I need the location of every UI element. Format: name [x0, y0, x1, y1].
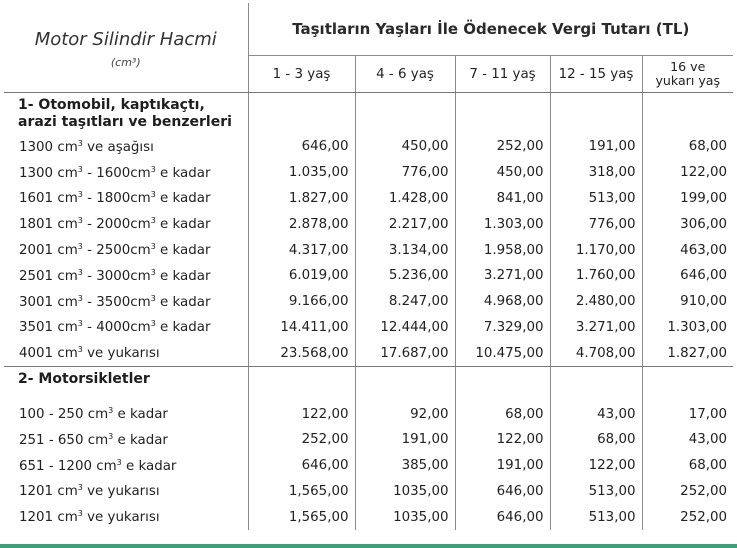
- empty-cell: [355, 367, 455, 402]
- tax-value-cell: 1.760,00: [550, 263, 642, 289]
- empty-cell: [355, 93, 455, 135]
- tax-value-cell: 1.303,00: [642, 315, 733, 341]
- tax-value-cell: 910,00: [642, 289, 733, 315]
- tax-value-cell: 68,00: [455, 401, 550, 427]
- engine-volume-label: 251 - 650 $cm^3$ e kadar: [19, 431, 168, 448]
- section-title-line1: 2- Motorsikletler: [18, 371, 150, 388]
- tax-value-cell: 7.329,00: [455, 315, 550, 341]
- tax-value-cell: 68,00: [642, 453, 733, 479]
- empty-cell: [248, 93, 355, 135]
- tax-value-cell: 68,00: [550, 427, 642, 453]
- table-row: [4, 504, 733, 530]
- tax-value-cell: 43,00: [550, 401, 642, 427]
- tax-value-cell: 1.827,00: [248, 186, 355, 212]
- col-header-12-15: 12 - 15 yaş: [550, 56, 642, 93]
- tax-value-cell: 450,00: [455, 160, 550, 186]
- tax-value-cell: 252,00: [248, 427, 355, 453]
- tax-value-cell: 191,00: [355, 427, 455, 453]
- tax-value-cell: 252,00: [642, 479, 733, 505]
- tax-value-cell: 9.166,00: [248, 289, 355, 315]
- tax-value-cell: 1.170,00: [550, 237, 642, 263]
- tax-value-cell: 4.708,00: [550, 340, 642, 366]
- col-header-4-6: 4 - 6 yaş: [355, 56, 455, 93]
- section-title: [4, 93, 248, 135]
- tax-value-cell: 4.317,00: [248, 237, 355, 263]
- tax-value-cell: 1.958,00: [455, 237, 550, 263]
- engine-volume-label: 651 - 1200 $cm^3$ e kadar: [19, 457, 177, 474]
- section-title-line1: 1- Otomobil, kaptıkaçtı,: [18, 97, 205, 113]
- table-row: [4, 315, 733, 341]
- tax-value-cell: 513,00: [550, 504, 642, 530]
- section-title-row: [4, 367, 733, 402]
- engine-volume-label: 2001 $cm^3 - 2500cm^3$ e kadar: [19, 242, 211, 259]
- col-header-7-11: 7 - 11 yaş: [455, 56, 550, 93]
- tax-value-cell: 1.303,00: [455, 211, 550, 237]
- tax-value-cell: 10.475,00: [455, 340, 550, 366]
- tax-value-cell: 1,565,00: [248, 479, 355, 505]
- bottom-accent-line: [0, 544, 737, 548]
- tax-value-cell: 6.019,00: [248, 263, 355, 289]
- tax-value-cell: 646,00: [455, 504, 550, 530]
- tax-value-cell: 2.878,00: [248, 211, 355, 237]
- tax-value-cell: 8.247,00: [355, 289, 455, 315]
- tax-value-cell: 1.827,00: [642, 340, 733, 366]
- table-row: [4, 401, 733, 427]
- table-row: [4, 134, 733, 160]
- engine-volume-header: [4, 3, 248, 93]
- engine-volume-label: 1601 $cm^3 - 1800cm^3$ e kadar: [19, 190, 211, 207]
- tax-value-cell: 646,00: [642, 263, 733, 289]
- tax-value-cell: 3.271,00: [455, 263, 550, 289]
- col-header-16-line1: 16 ve: [670, 59, 706, 74]
- tax-value-cell: 318,00: [550, 160, 642, 186]
- tax-value-cell: 776,00: [550, 211, 642, 237]
- tax-value-cell: 252,00: [642, 504, 733, 530]
- tax-value-cell: 5.236,00: [355, 263, 455, 289]
- engine-volume-unit: (cm³): [110, 56, 141, 69]
- empty-cell: [455, 93, 550, 135]
- tax-value-cell: 12.444,00: [355, 315, 455, 341]
- tax-value-cell: 92,00: [355, 401, 455, 427]
- tax-value-cell: 2.480,00: [550, 289, 642, 315]
- tax-value-cell: 306,00: [642, 211, 733, 237]
- table-row: [4, 263, 733, 289]
- section-title: [4, 367, 248, 402]
- engine-volume-label: 2501 $cm^3 - 3000cm^3$ e kadar: [19, 267, 211, 284]
- section-title-row: [4, 93, 733, 135]
- tax-value-cell: 43,00: [642, 427, 733, 453]
- tax-value-cell: 122,00: [642, 160, 733, 186]
- engine-volume-label: 3501 $cm^3 - 4000cm^3$ e kadar: [19, 319, 211, 336]
- tax-value-cell: 385,00: [355, 453, 455, 479]
- tax-value-cell: 122,00: [550, 453, 642, 479]
- empty-cell: [642, 367, 733, 402]
- engine-volume-title: Motor Silindir Hacmi: [34, 29, 217, 50]
- vehicle-tax-table: [4, 3, 733, 530]
- empty-cell: [550, 367, 642, 402]
- col-header-16-line2: yukarı yaş: [655, 73, 721, 88]
- tax-value-cell: 4.968,00: [455, 289, 550, 315]
- tax-value-cell: 646,00: [455, 479, 550, 505]
- tax-value-cell: 513,00: [550, 186, 642, 212]
- tax-value-cell: 23.568,00: [248, 340, 355, 366]
- table-row: [4, 211, 733, 237]
- section-title-line2: arazi taşıtları ve benzerleri: [18, 114, 232, 130]
- tax-value-cell: 191,00: [455, 453, 550, 479]
- table-row: [4, 289, 733, 315]
- tax-value-cell: 2.217,00: [355, 211, 455, 237]
- tax-value-cell: 1.428,00: [355, 186, 455, 212]
- tax-value-cell: 1035,00: [355, 504, 455, 530]
- engine-volume-label: 3001 $cm^3 - 3500cm^3$ e kadar: [19, 293, 211, 310]
- tax-value-cell: 122,00: [455, 427, 550, 453]
- tax-value-cell: 450,00: [355, 134, 455, 160]
- tax-value-cell: 776,00: [355, 160, 455, 186]
- tax-amount-header: Taşıtların Yaşları İle Ödenecek Vergi Tutarı (TL): [248, 3, 733, 56]
- table-row: [4, 186, 733, 212]
- engine-volume-label: 1300 $cm^3 - 1600cm^3$ e kadar: [19, 164, 211, 181]
- tax-value-cell: 199,00: [642, 186, 733, 212]
- tax-value-cell: 191,00: [550, 134, 642, 160]
- empty-cell: [550, 93, 642, 135]
- tax-value-cell: 3.271,00: [550, 315, 642, 341]
- tax-value-cell: 17,00: [642, 401, 733, 427]
- table-row: [4, 479, 733, 505]
- table-row: [4, 340, 733, 366]
- tax-value-cell: 646,00: [248, 134, 355, 160]
- engine-volume-label: 1801 $cm^3 - 2000cm^3$ e kadar: [19, 216, 211, 233]
- empty-cell: [248, 367, 355, 402]
- table-row: [4, 237, 733, 263]
- table-row: [4, 160, 733, 186]
- tax-value-cell: 463,00: [642, 237, 733, 263]
- empty-cell: [455, 367, 550, 402]
- engine-volume-label: 1201 $cm^3$ ve yukarısı: [19, 483, 160, 500]
- table-row: [4, 453, 733, 479]
- tax-value-cell: 14.411,00: [248, 315, 355, 341]
- table-row: [4, 427, 733, 453]
- section-cars: [4, 93, 733, 367]
- tax-value-cell: 1.035,00: [248, 160, 355, 186]
- tax-value-cell: 1035,00: [355, 479, 455, 505]
- tax-value-cell: 1,565,00: [248, 504, 355, 530]
- col-header-16-plus: [642, 56, 733, 93]
- tax-value-cell: 252,00: [455, 134, 550, 160]
- col-header-1-3: 1 - 3 yaş: [248, 56, 355, 93]
- tax-value-cell: 122,00: [248, 401, 355, 427]
- section-motorcycles: [4, 367, 733, 530]
- tax-value-cell: 646,00: [248, 453, 355, 479]
- tax-value-cell: 3.134,00: [355, 237, 455, 263]
- engine-volume-label: 1300 $cm^3$ ve aşağısı: [19, 138, 154, 155]
- tax-value-cell: 841,00: [455, 186, 550, 212]
- engine-volume-label: 100 - 250 $cm^3$ e kadar: [19, 406, 168, 423]
- tax-value-cell: 68,00: [642, 134, 733, 160]
- tax-value-cell: 513,00: [550, 479, 642, 505]
- engine-volume-label: 1201 $cm^3$ ve yukarısı: [19, 509, 160, 526]
- tax-value-cell: 17.687,00: [355, 340, 455, 366]
- empty-cell: [642, 93, 733, 135]
- engine-volume-label: 4001 $cm^3$ ve yukarısı: [4, 340, 248, 366]
